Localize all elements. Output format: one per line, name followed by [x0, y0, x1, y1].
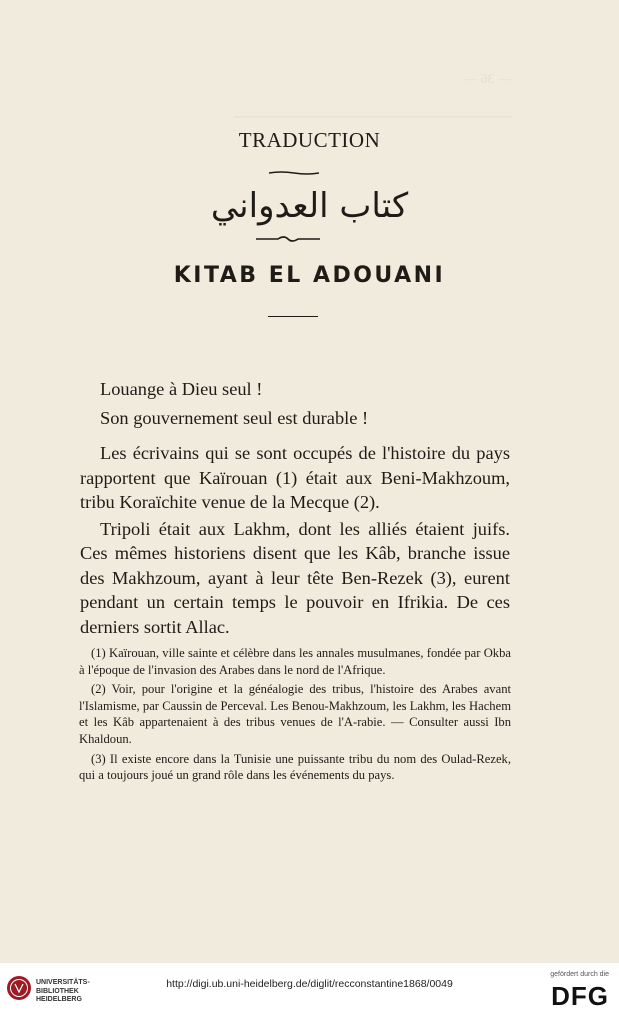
main-text [80, 377, 510, 639]
arabic-title: كتاب العدواني [210, 186, 409, 226]
paragraph: Louange à Dieu seul ! [100, 379, 263, 399]
footnote: (3) Il existe encore dans la Tunisie une puissante tribu du nom des Oulad-Rezek, qui a toujours joué un grand rôle dans les événements du pays. [79, 751, 511, 783]
page-url[interactable]: http://digi.ub.uni-heidelberg.de/diglit/recconstantine1868/0049 [166, 978, 453, 990]
paragraph: Tripoli était aux Lakhm, dont les alliés étaient juifs. Ces mêmes historiens disent que les Kâb, branche issue des Makhzoum, ayant à leur tête Ben-Rezek (3), eurent pendant un certain temps le pouvoir en Ifrikia. De ces derniers sortit Allac. [80, 518, 510, 637]
title-rule [268, 316, 318, 317]
paragraph: Les écrivains qui se sont occupés de l'histoire du pays rapportent que Kaïrouan (1) était aux Beni-Makhzoum, tribu Koraïchite venue de la Mecque (2). [80, 443, 510, 512]
footnote: (2) Voir, pour l'origine et la généalogie des tribus, l'histoire des Arabes avant l'Islamisme, par Caussin de Perceval. Les Benou-Makhzoum, les Lakhm, les Hachem et les Kâb appartenaient à des tribus venues de l'A-rabie. — Consulter aussi Ibn Khaldoun. [79, 682, 511, 746]
dfg-logo: DFG [551, 981, 609, 1011]
footnote: (1) Kaïrouan, ville sainte et célèbre dans les annales musulmanes, fondée par Okba à l'époque de l'invasion des Arabes dans le nord de l'Afrique. [79, 646, 511, 677]
funded-by-label: gefördert durch die [550, 971, 609, 978]
library-name: UNIVERSITÄTS-BIBLIOTHEK HEIDELBERG [36, 979, 90, 1003]
main-title: KITAB EL ADOUANI [173, 263, 446, 288]
ornament-rule [256, 235, 320, 243]
footnotes [79, 645, 511, 784]
ornament-small [269, 170, 319, 176]
viewer-footer [0, 963, 619, 1013]
bleed-through: — 36 — ──────────────────────────── [234, 72, 512, 125]
page-title: TRADUCTION [238, 128, 381, 152]
paragraph: Son gouvernement seul est durable ! [100, 407, 369, 428]
